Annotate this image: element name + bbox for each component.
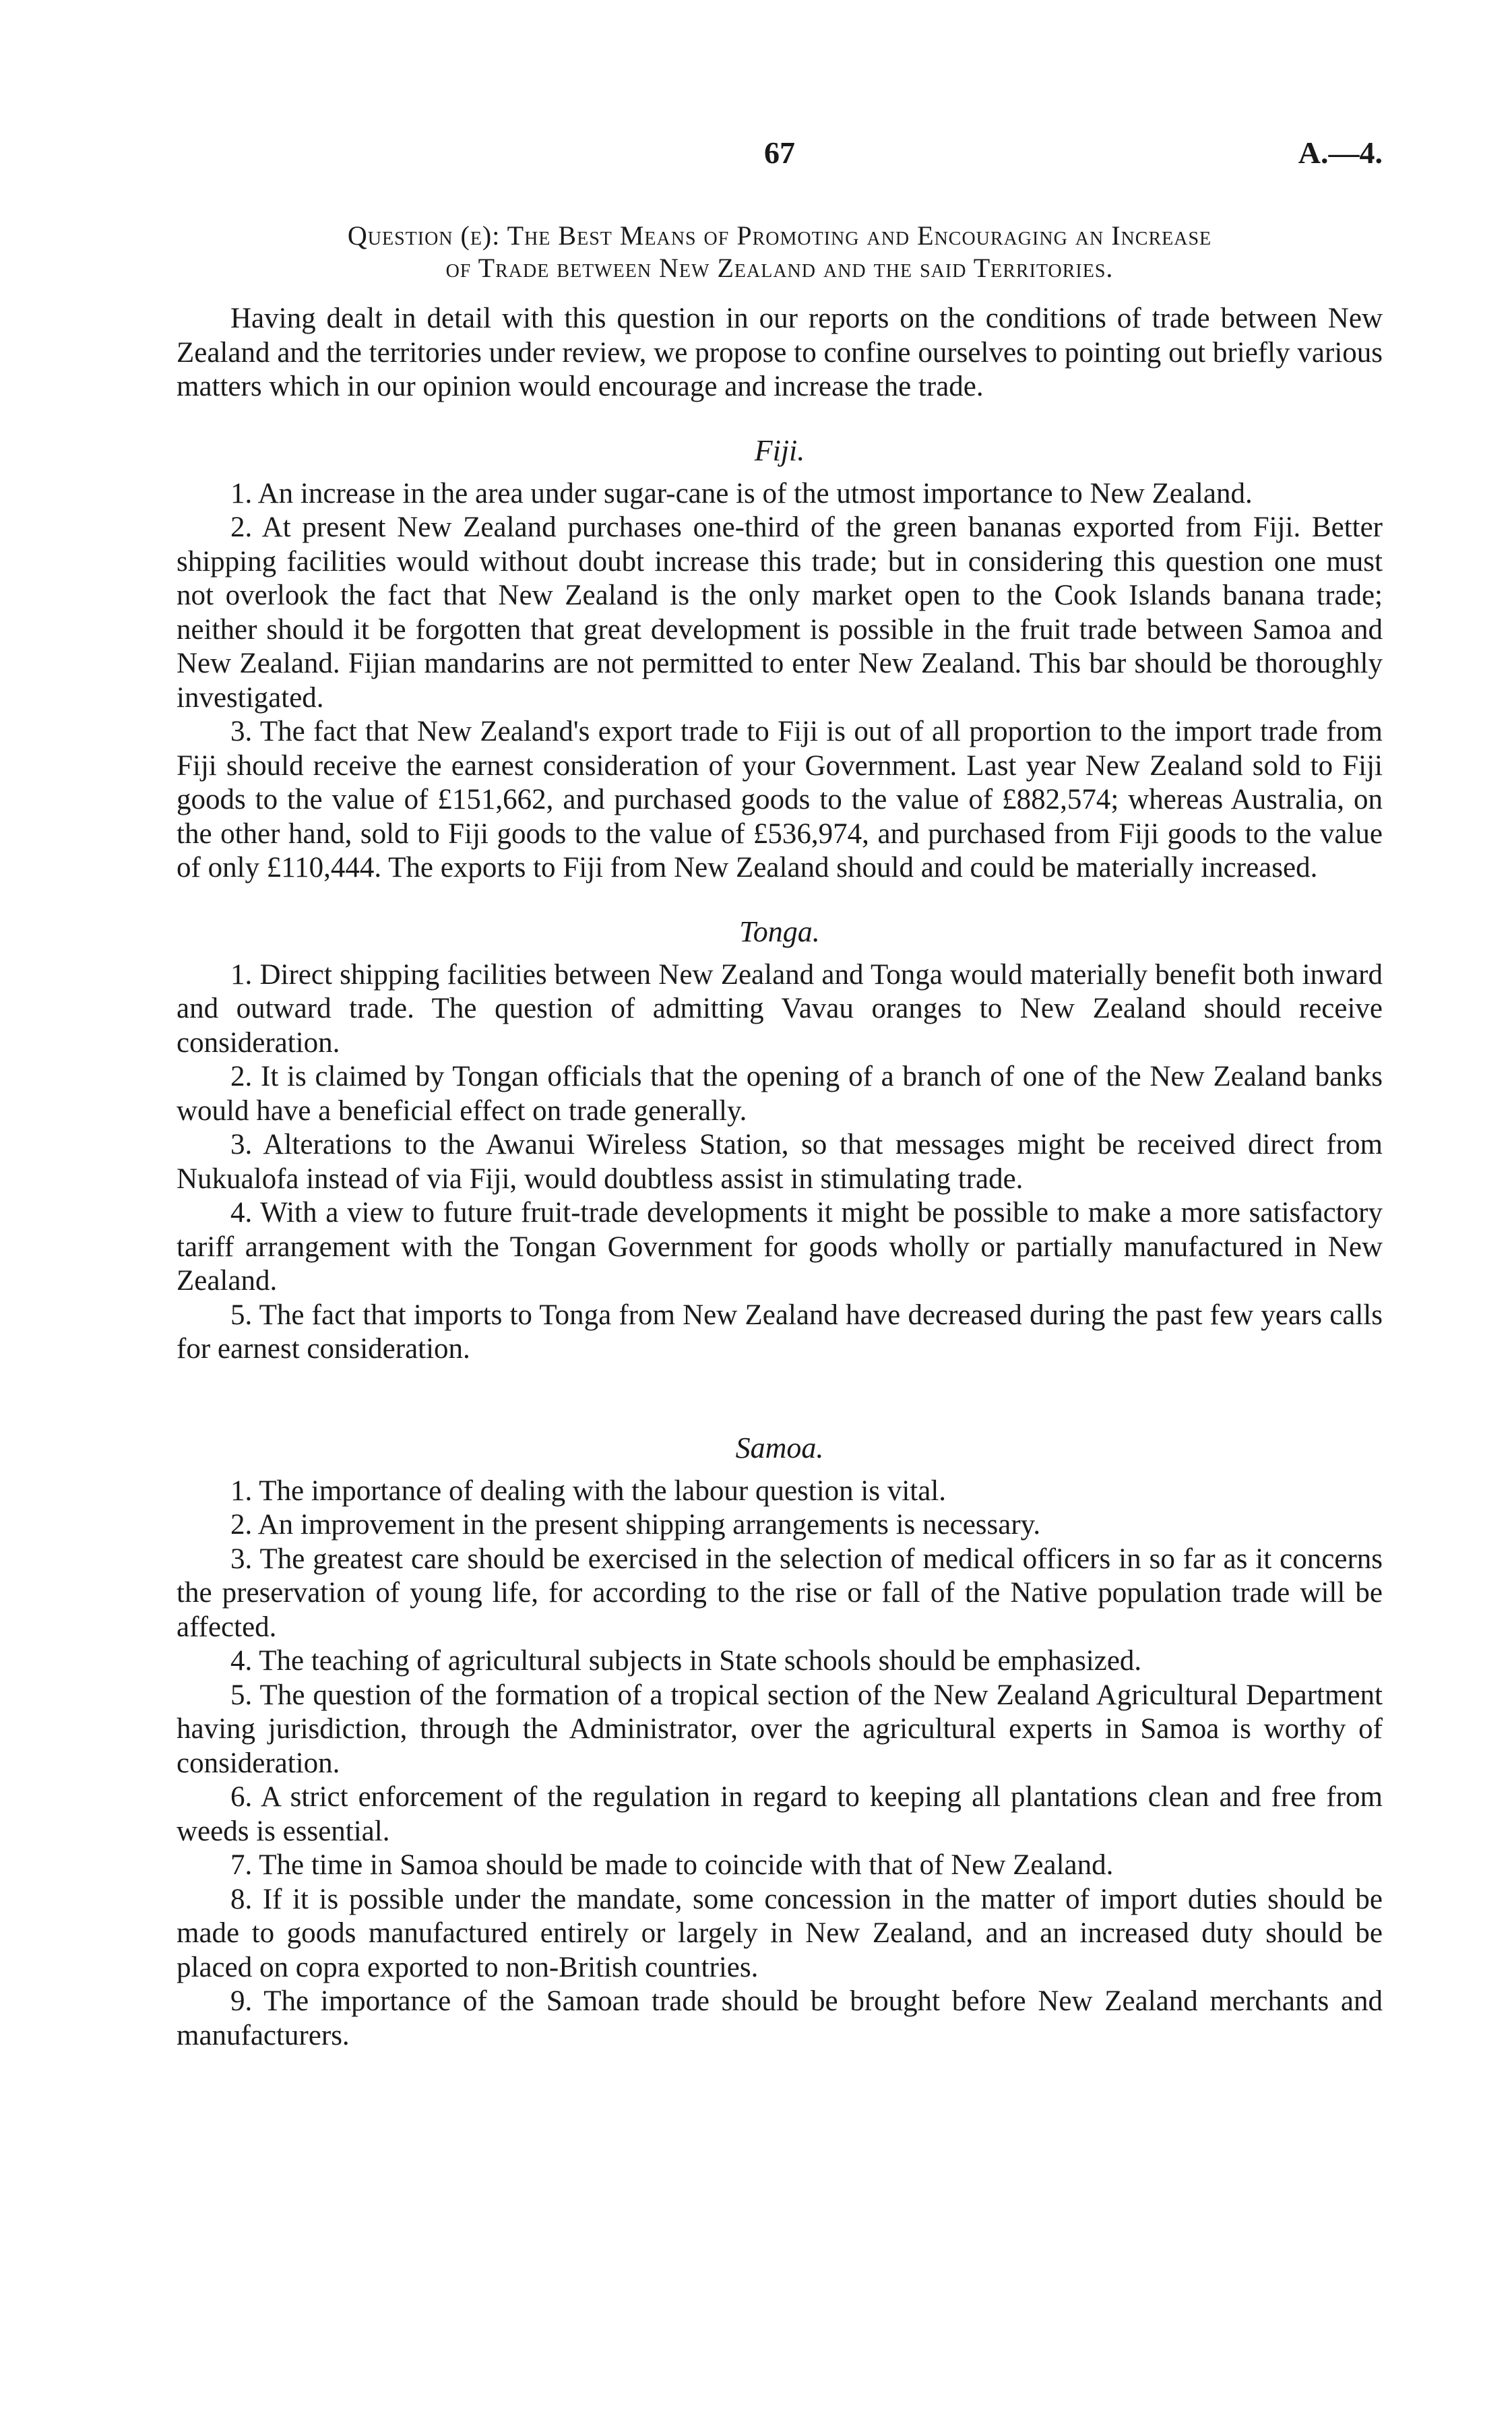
- samoa-item-9: 9. The importance of the Samoan trade should be brought before New Zealand merchants and manufacturers.: [177, 1985, 1383, 2051]
- intro-paragraph: Having dealt in detail with this question in our reports on the conditions of trade between New Zealand and the territories under review, we propose to confine ourselves to pointing out briefly various matters which in our opinion would encourage and increase the trade.: [177, 303, 1383, 402]
- tonga-item-5: 5. The fact that imports to Tonga from New Zealand have decreased during the past few years calls for earnest consideration.: [177, 1299, 1383, 1365]
- fiji-item-1: 1. An increase in the area under sugar-cane is of the utmost importance to New Zealand.: [230, 477, 1253, 509]
- section-title-tonga: Tonga.: [739, 914, 820, 948]
- samoa-item-2: 2. An improvement in the present shipping arrangements is necessary.: [230, 1509, 1041, 1541]
- fiji-item-2: 2. At present New Zealand purchases one-third of the green bananas exported from Fiji. Better shipping facilities would without doubt increase this trade; but in considering this question one must not overlook the fact that New Zealand is the only market open to the Cook Islands banana trade; neither should it be forgotten that great development is possible in the fruit trade between Samoa and New Zealand. Fijian mandarins are not permitted to enter New Zealand. This bar should be thoroughly investigated.: [177, 511, 1383, 714]
- page-number: 67: [764, 135, 795, 170]
- tonga-item-1: 1. Direct shipping facilities between New Zealand and Tonga would materially benefit both inward and outward trade. The question of admitting Vavau oranges to New Zealand should receive consideration.: [177, 958, 1383, 1059]
- question-heading-line-2: of Trade between New Zealand and the said Territories.: [445, 253, 1114, 283]
- samoa-item-1: 1. The importance of dealing with the labour question is vital.: [230, 1475, 947, 1507]
- question-heading-line-1: Question (e): The Best Means of Promoting and Encouraging an Increase: [347, 220, 1212, 251]
- samoa-item-5: 5. The question of the formation of a tropical section of the New Zealand Agricultural Department having jurisdiction, through the Administrator, over the agricultural experts in Samoa is worthy of consideration.: [177, 1679, 1383, 1779]
- samoa-item-4: 4. The teaching of agricultural subjects in State schools should be emphasized.: [230, 1645, 1142, 1677]
- samoa-item-7: 7. The time in Samoa should be made to coincide with that of New Zealand.: [230, 1849, 1114, 1881]
- document-page: [177, 135, 1383, 2053]
- section-title-fiji: Fiji.: [754, 433, 805, 467]
- question-heading: [177, 220, 1383, 284]
- page-header: [177, 135, 1383, 182]
- samoa-item-6: 6. A strict enforcement of the regulation in regard to keeping all plantations clean and free from weeds is essential.: [177, 1781, 1383, 1847]
- fiji-item-3: 3. The fact that New Zealand's export trade to Fiji is out of all proportion to the import trade from Fiji should receive the earnest consideration of your Government. Last year New Zealand sold to Fiji goods to the value of £151,662, and purchased goods to the value of £882,574; whereas Australia, on the other hand, sold to Fiji goods to the value of £536,974, and purchased from Fiji goods to the value of only £110,444. The exports to Fiji from New Zealand should and could be materially increased.: [177, 716, 1383, 883]
- samoa-item-3: 3. The greatest care should be exercised in the selection of medical officers in so far as it concerns the preservation of young life, for according to the rise or fall of the Native population trade will be affected.: [177, 1543, 1383, 1643]
- section-title-samoa: Samoa.: [735, 1431, 824, 1464]
- tonga-item-2: 2. It is claimed by Tongan officials that the opening of a branch of one of the New Zealand banks would have a beneficial effect on trade generally.: [177, 1061, 1383, 1127]
- tonga-item-3: 3. Alterations to the Awanui Wireless Station, so that messages might be received direct from Nukualofa instead of via Fiji, would doubtless assist in stimulating trade.: [177, 1129, 1383, 1195]
- tonga-item-4: 4. With a view to future fruit-trade developments it might be possible to make a more satisfactory tariff arrangement with the Tongan Government for goods wholly or partially manufactured in New Zealand.: [177, 1197, 1383, 1297]
- document-reference: A.—4.: [1298, 135, 1383, 170]
- samoa-item-8: 8. If it is possible under the mandate, some concession in the matter of import duties should be made to goods manufactured entirely or largely in New Zealand, and an increased duty should be placed on copra exported to non-British countries.: [177, 1883, 1383, 1983]
